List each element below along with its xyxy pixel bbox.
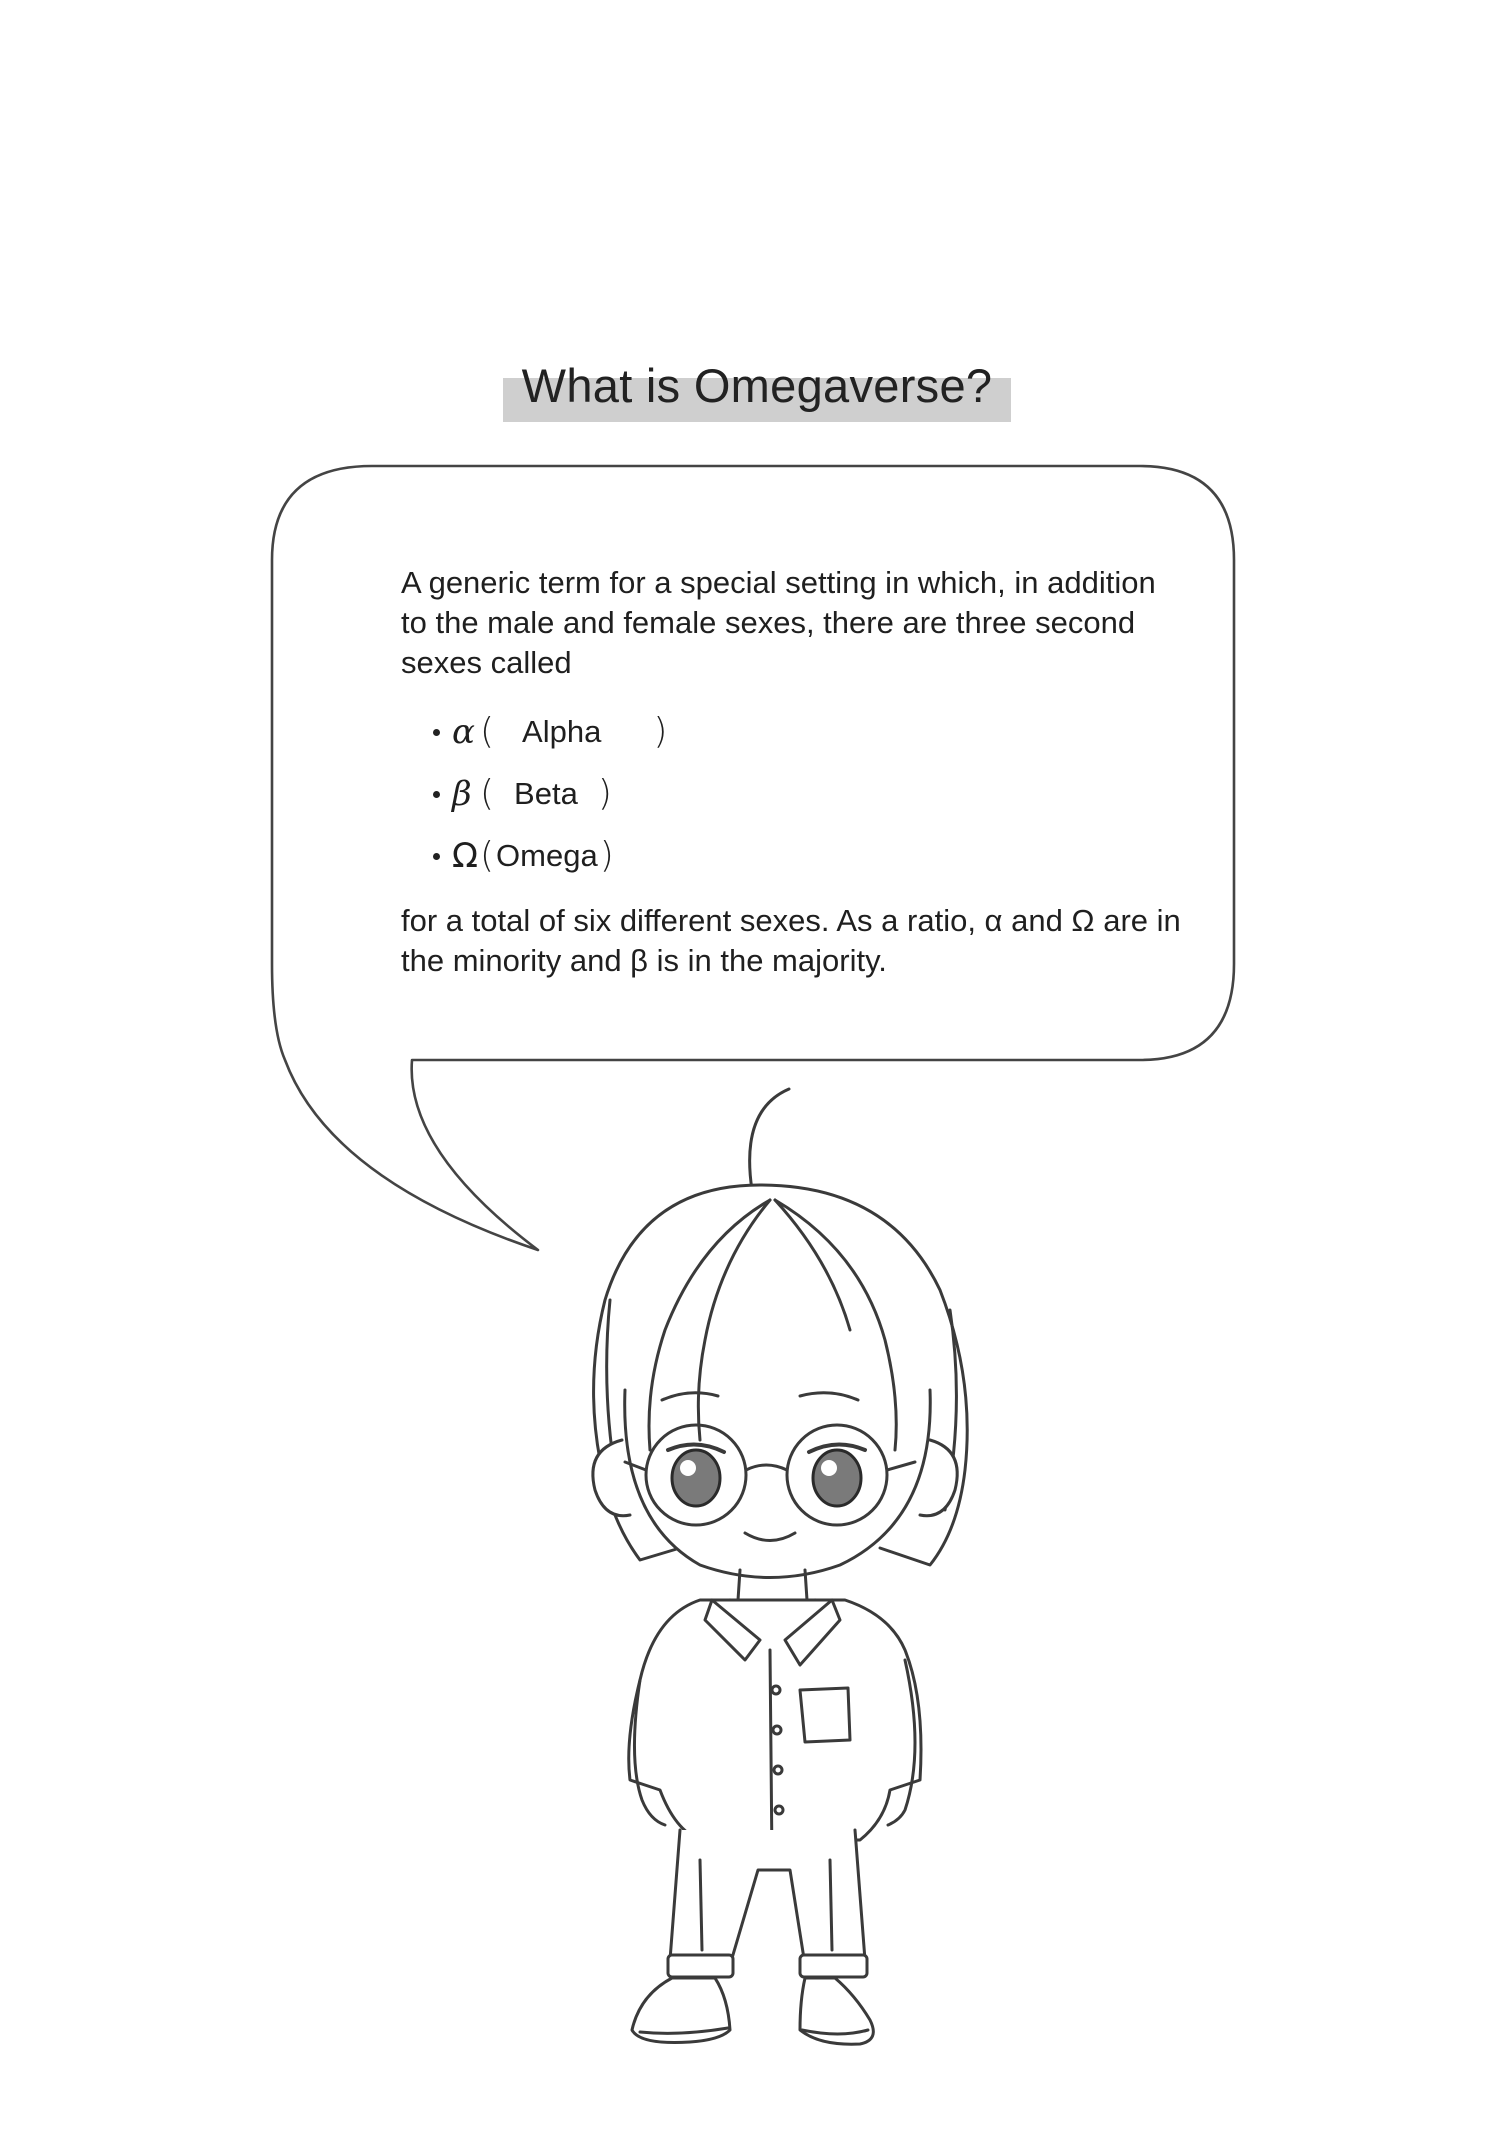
close-paren: )	[653, 711, 668, 752]
omega-symbol: Ω	[452, 836, 478, 876]
beta-label: Beta	[514, 776, 578, 811]
omega-label: Omega	[496, 838, 598, 873]
alpha-symbol: α	[452, 712, 475, 752]
shirt-placket	[770, 1650, 772, 1860]
eye-right	[813, 1450, 861, 1506]
eye-highlight-right	[821, 1460, 837, 1476]
close-paren: )	[599, 835, 614, 876]
cuff-left	[668, 1955, 733, 1977]
pants-crease-left	[700, 1860, 702, 1950]
eye-highlight-left	[680, 1460, 696, 1476]
eye-left	[672, 1450, 720, 1506]
open-paren: (	[480, 773, 495, 814]
ahoge-strand	[750, 1089, 789, 1190]
pants-crease-right	[830, 1860, 832, 1950]
bubble-intro-text: A generic term for a special setting in which, in addition to the male and female sexes, there are three second sexes called	[401, 565, 1156, 680]
open-paren: (	[480, 711, 495, 752]
close-paren: )	[597, 773, 612, 814]
page-title: What is Omegaverse?	[521, 359, 993, 412]
beta-symbol: β	[452, 774, 472, 814]
alpha-label: Alpha	[522, 714, 602, 749]
open-paren: (	[480, 835, 495, 876]
pants	[670, 1830, 865, 1965]
cuff-right	[800, 1955, 867, 1977]
bubble-outro-text: for a total of six different sexes. As a ratio, α and Ω are in the minority and β is in the majority.	[401, 903, 1181, 978]
